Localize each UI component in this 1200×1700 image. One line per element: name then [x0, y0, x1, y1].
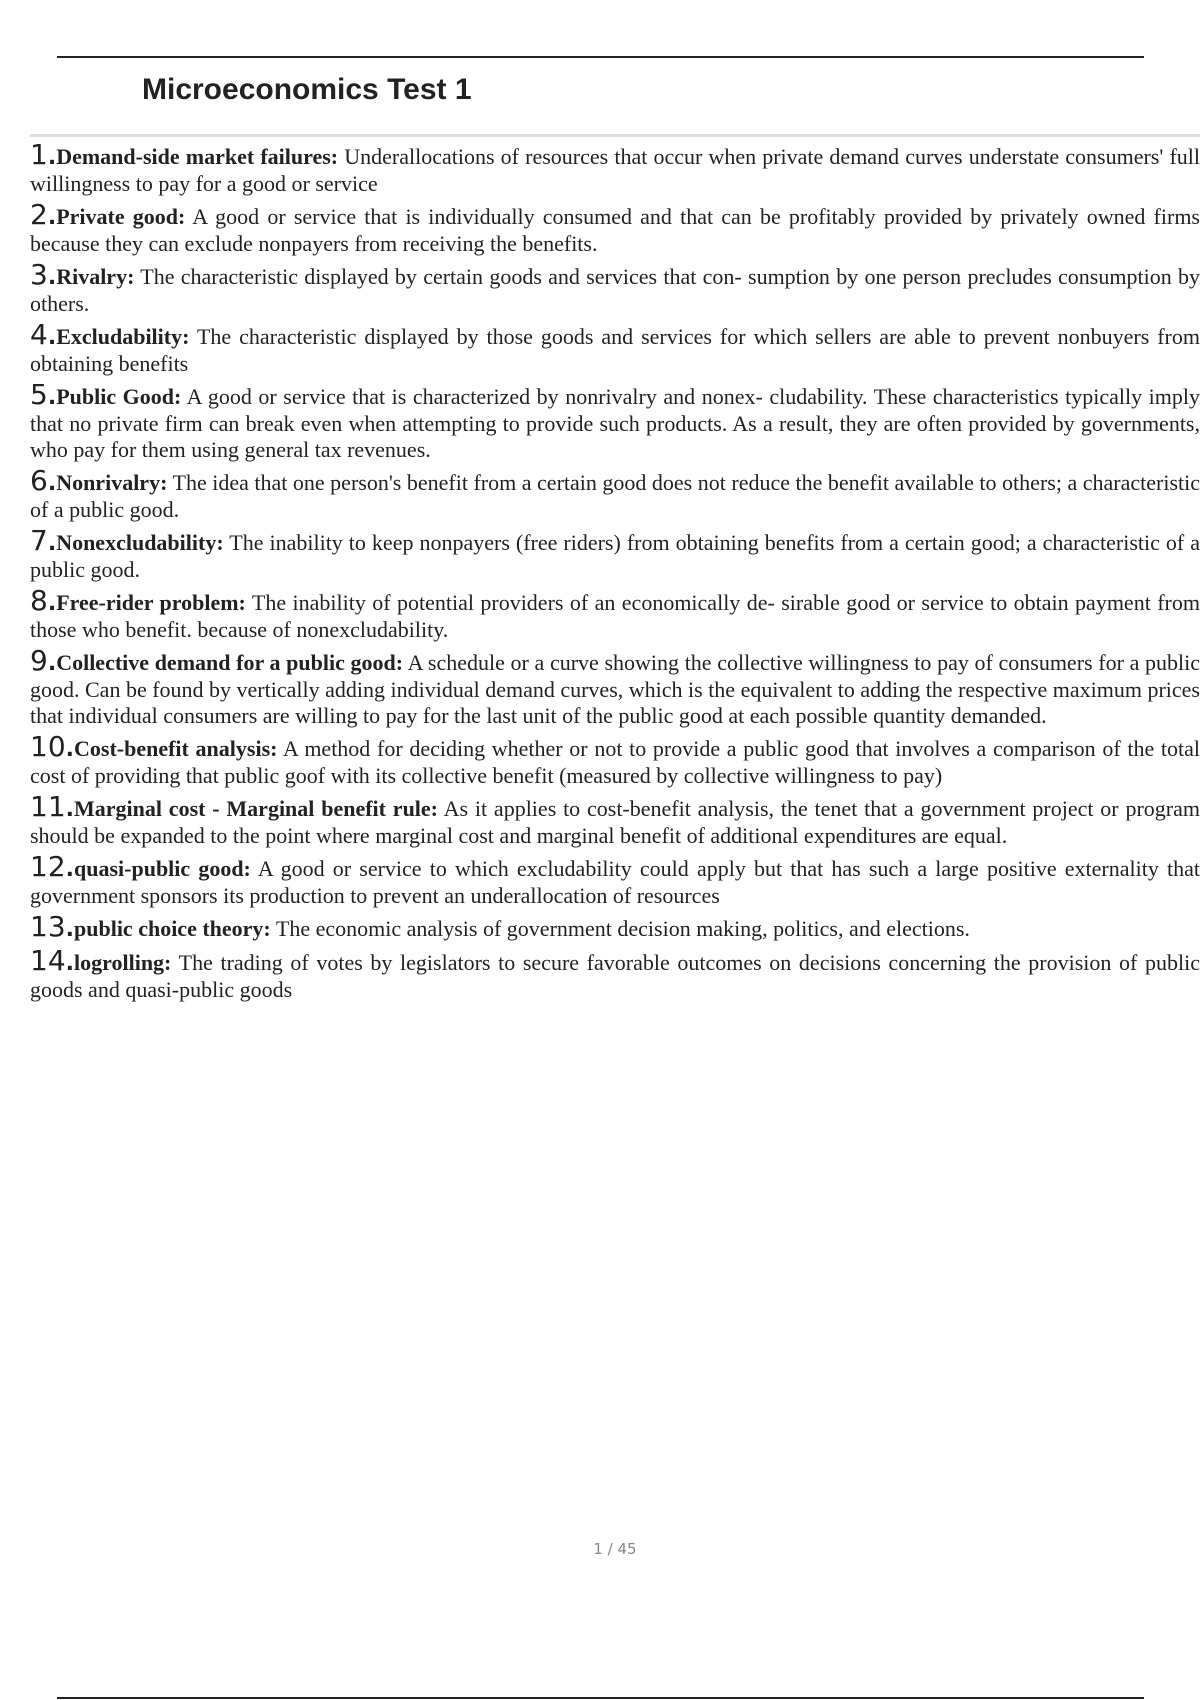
term-name: Excludability:	[56, 324, 190, 349]
term-number-dot: .	[47, 385, 57, 410]
term-number: 14	[30, 944, 66, 977]
term-definition: As it applies to cost-benefit analysis, the tenet that a government project or program should be expanded to the point where marginal cost and marginal benefit of additional expenditures are equal.	[30, 796, 1200, 848]
term-name: quasi-public good:	[74, 856, 251, 881]
term-item	[30, 790, 1200, 849]
term-number: 12	[30, 850, 66, 883]
term-number: 1	[30, 138, 48, 171]
term-name: Nonexcludability:	[56, 530, 224, 555]
term-number: 3	[30, 258, 48, 291]
term-number-dot: .	[47, 531, 57, 556]
term-item	[30, 138, 1200, 197]
term-number: 4	[30, 318, 48, 351]
term-list	[30, 138, 1200, 1008]
term-definition: The inability of potential providers of an economically de- sirable good or service to obtain payment from those who benefit. because of nonexcludability.	[30, 590, 1200, 642]
term-item	[30, 584, 1200, 643]
term-definition: The idea that one person's benefit from a certain good does not reduce the benefit available to others; a characteristic of a public good.	[30, 470, 1200, 522]
term-definition: The inability to keep nonpayers (free riders) from obtaining benefits from a certain good; a characteristic of a public good.	[30, 530, 1200, 582]
term-name: Nonrivalry:	[56, 470, 168, 495]
term-number-dot: .	[65, 917, 74, 942]
term-number-dot: .	[47, 145, 57, 170]
term-definition: A schedule or a curve showing the collective willingness to pay of consumers for a public good. Can be found by vertically adding individual demand curves, which is the equivalent to adding the respective maximum prices that individual consumers are willing to pay for the last unit of the public good at each possible quantity demanded.	[30, 650, 1200, 728]
term-definition: Underallocations of resources that occur when private demand curves understate consumers' full willingness to pay for a good or service	[30, 144, 1200, 196]
term-item	[30, 464, 1200, 523]
term-item	[30, 378, 1200, 463]
term-number-dot: .	[65, 737, 74, 762]
term-definition: A good or service to which excludability could apply but that has such a large positive externality that government sponsors its production to prevent an underallocation of resources	[30, 856, 1200, 908]
term-number: 7	[30, 524, 48, 557]
term-name: public choice theory:	[74, 916, 271, 941]
term-item	[30, 258, 1200, 317]
term-item	[30, 850, 1200, 909]
term-name: Free-rider problem:	[56, 590, 246, 615]
term-number: 2	[30, 198, 48, 231]
term-number-dot: .	[65, 951, 74, 976]
term-name: Cost-benefit analysis:	[74, 736, 278, 761]
term-number-dot: .	[65, 857, 74, 882]
term-number-dot: .	[47, 205, 57, 230]
term-definition: The characteristic displayed by those goods and services for which sellers are able to prevent nonbuyers from obtaining benefits	[30, 324, 1200, 376]
term-item	[30, 198, 1200, 257]
term-definition: The trading of votes by legislators to secure favorable outcomes on decisions concerning the provision of public goods and quasi-public goods	[30, 950, 1200, 1002]
term-number: 10	[30, 730, 66, 763]
term-name: Collective demand for a public good:	[56, 650, 404, 675]
page-indicator: 1 / 45	[593, 1540, 637, 1558]
term-number-dot: .	[47, 651, 57, 676]
term-number: 9	[30, 644, 48, 677]
term-number: 13	[30, 910, 66, 943]
term-definition: The economic analysis of government decision making, politics, and elections.	[275, 916, 970, 941]
term-name: Rivalry:	[56, 264, 135, 289]
top-rule	[57, 56, 1144, 58]
term-number-dot: .	[47, 591, 57, 616]
term-definition: A method for deciding whether or not to provide a public good that involves a comparison of the total cost of providing that public goof with its collective benefit (measured by collective willingness to pay)	[30, 736, 1200, 788]
term-number-dot: .	[47, 265, 57, 290]
term-definition: A good or service that is individually consumed and that can be profitably provided by privately owned firms because they can exclude nonpayers from receiving the benefits.	[30, 204, 1200, 256]
term-name: Public Good:	[56, 384, 182, 409]
term-name: logrolling:	[74, 950, 172, 975]
term-number-dot: .	[47, 471, 57, 496]
document-title: Microeconomics Test 1	[142, 73, 472, 106]
term-item	[30, 730, 1200, 789]
term-number-dot: .	[47, 325, 57, 350]
term-item	[30, 644, 1200, 729]
term-number: 8	[30, 584, 48, 617]
term-item	[30, 318, 1200, 377]
term-item	[30, 944, 1200, 1003]
term-definition: A good or service that is characterized by nonrivalry and nonex- cludability. These characteristics typically imply that no private firm can break even when attempting to provide such products. As a result, they are often provided by governments, who pay for them using general tax revenues.	[30, 384, 1200, 462]
term-definition: The characteristic displayed by certain goods and services that con- sumption by one person precludes consumption by others.	[30, 264, 1200, 316]
term-name: Demand-side market failures:	[56, 144, 339, 169]
term-number-dot: .	[65, 797, 74, 822]
term-name: Marginal cost - Marginal benefit rule:	[74, 796, 439, 821]
term-item	[30, 910, 1200, 943]
term-number: 6	[30, 464, 48, 497]
term-number: 11	[30, 790, 66, 823]
term-name: Private good:	[56, 204, 186, 229]
title-divider	[30, 134, 1200, 137]
term-item	[30, 524, 1200, 583]
term-number: 5	[30, 378, 48, 411]
bottom-rule	[57, 1697, 1144, 1699]
